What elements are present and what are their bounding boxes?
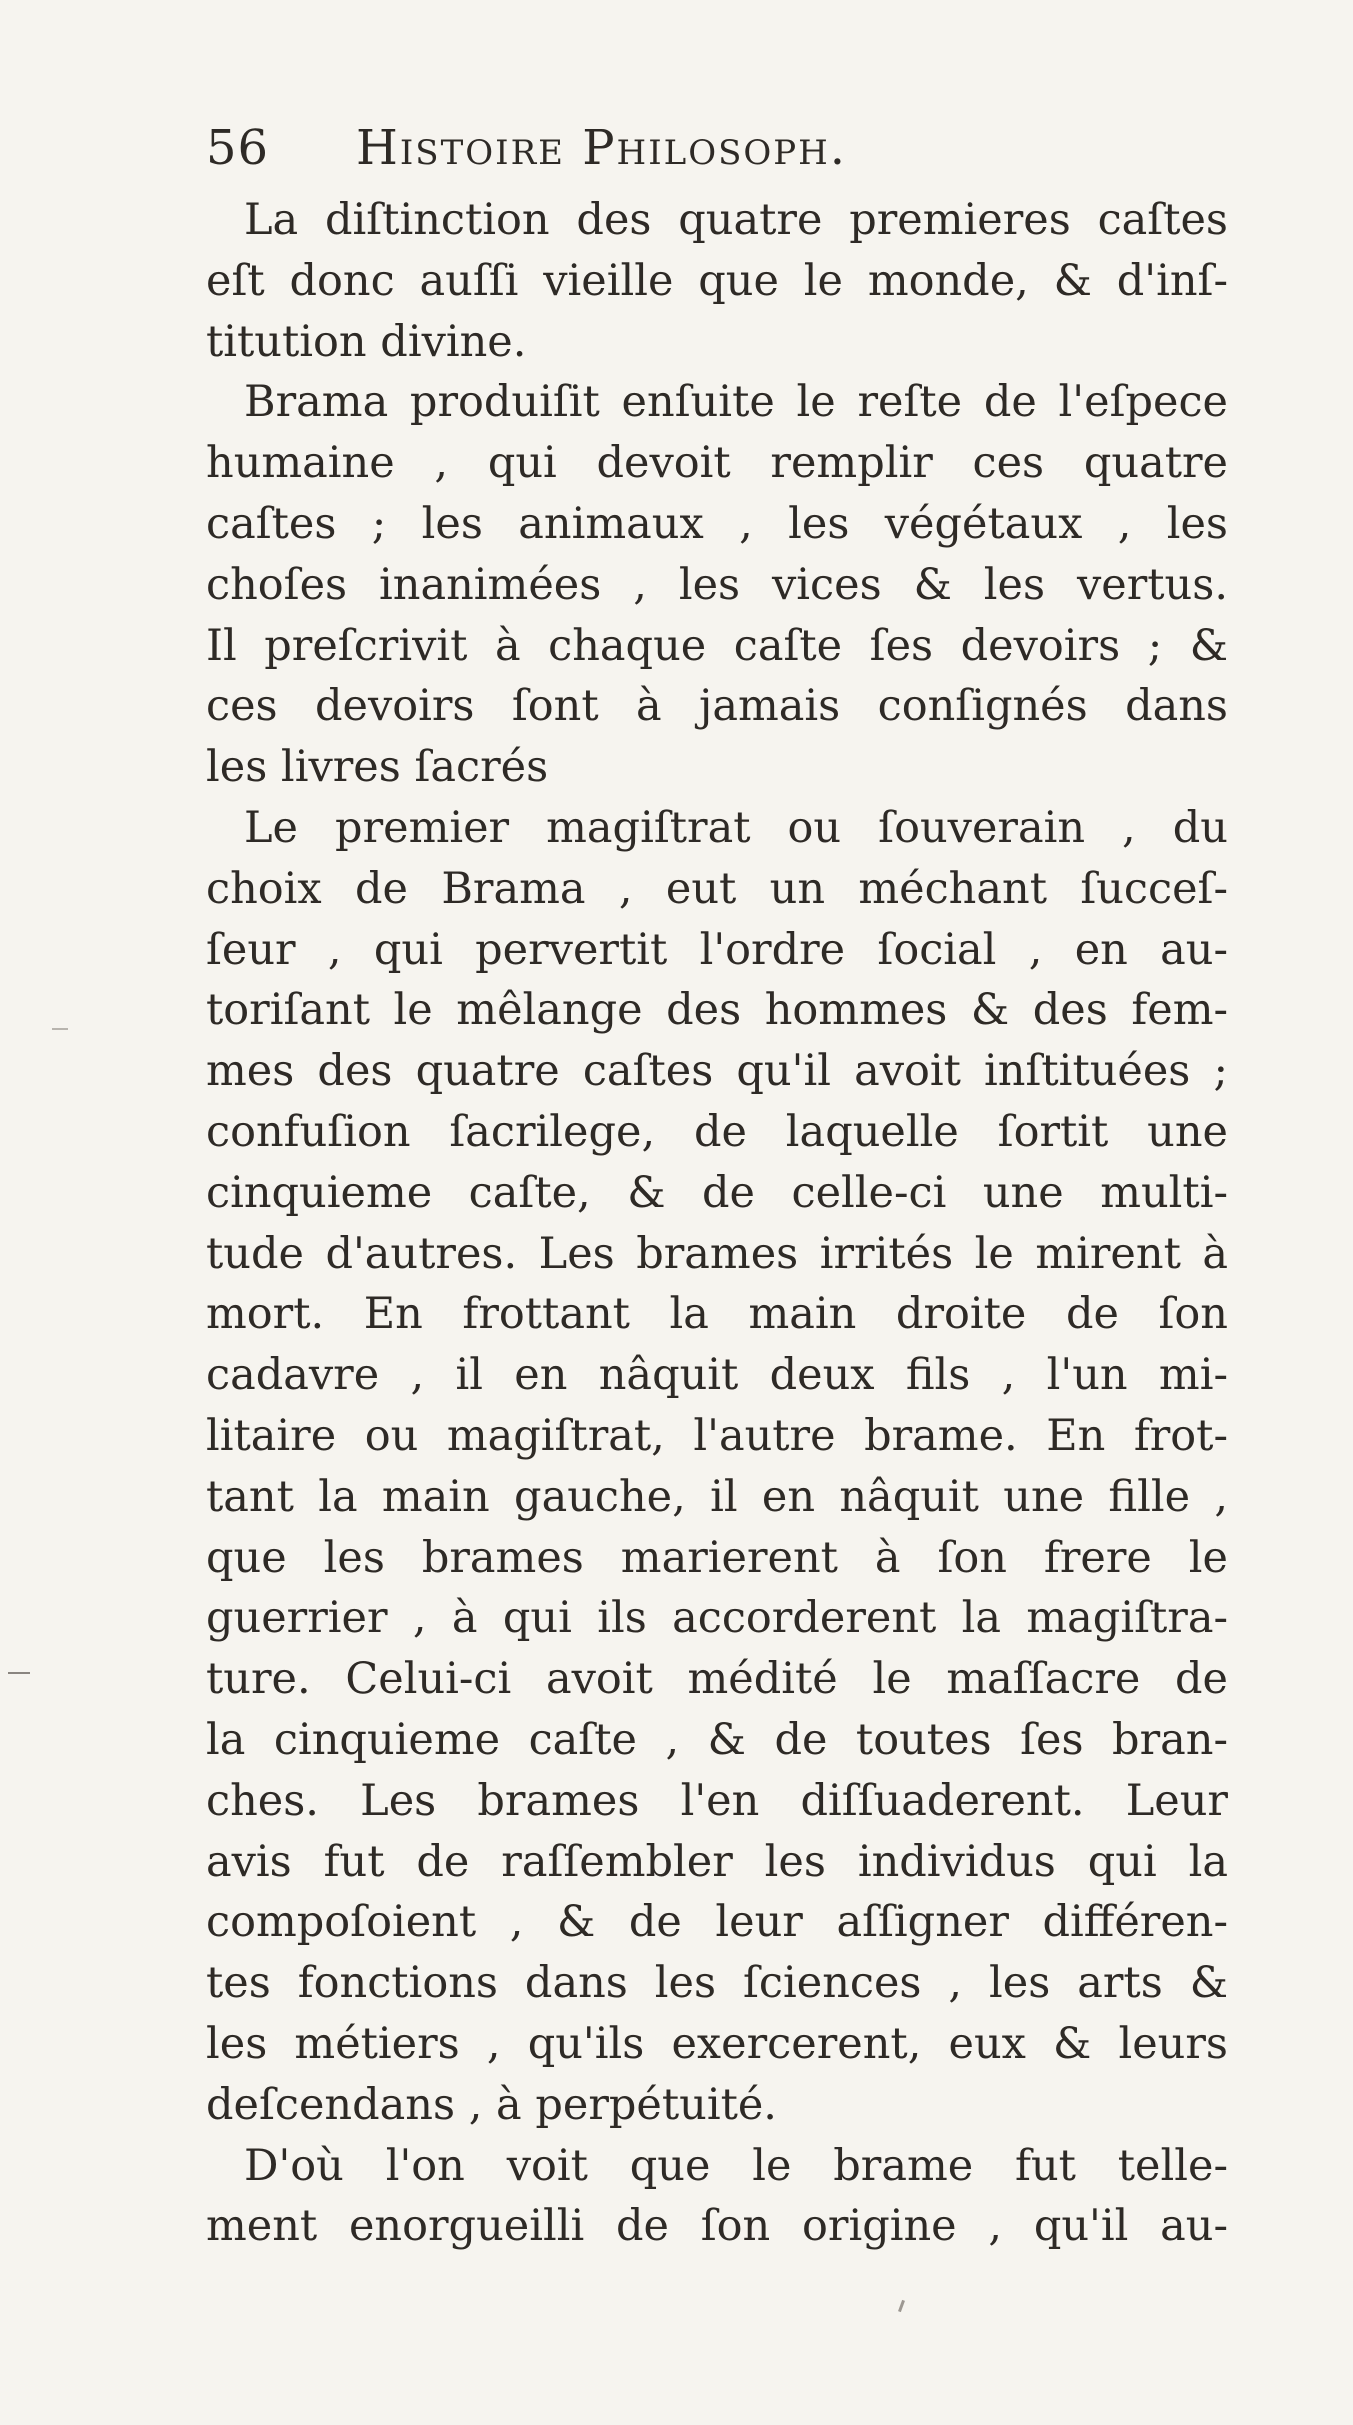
text-line: ces devoirs ſont à jamais conſignés dans — [206, 681, 1228, 732]
running-title: Histoire Philosoph. — [356, 120, 848, 176]
ink-smudge — [898, 2300, 905, 2312]
page-header — [206, 112, 1226, 192]
text-line: ſeur , qui pervertit l'ordre ſocial , en au- — [206, 924, 1228, 975]
text-line: Il preſcrivit à chaque caſte ſes devoirs ; & — [206, 620, 1228, 671]
text-line: humaine , qui devoit remplir ces quatre — [206, 438, 1228, 489]
text-line: tes fonctions dans les ſciences , les arts & — [206, 1958, 1228, 2009]
text-line: les métiers , qu'ils exercerent, eux & leurs — [206, 2018, 1228, 2069]
text-line: les livres ſacrés — [206, 742, 549, 793]
text-line: cinquieme caſte, & de celle-ci une multi- — [206, 1167, 1228, 1218]
text-line: caſtes ; les animaux , les végétaux , les — [206, 498, 1228, 549]
text-line: deſcendans , à perpétuité. — [206, 2079, 777, 2130]
page-number: 56 — [206, 120, 270, 176]
text-line: tude d'autres. Les brames irrités le mirent à — [206, 1228, 1228, 1279]
text-line: guerrier , à qui ils accorderent la magiſtra- — [206, 1593, 1228, 1644]
text-line: ture. Celui-ci avoit médité le maſſacre de — [206, 1654, 1228, 1705]
text-line: litaire ou magiſtrat, l'autre brame. En frot- — [206, 1410, 1228, 1461]
text-line: avis fut de raſſembler les individus qui la — [206, 1836, 1228, 1887]
text-line: confuſion ſacrilege, de laquelle ſortit une — [206, 1106, 1228, 1157]
text-line: mort. En frottant la main droite de ſon — [206, 1289, 1228, 1340]
text-line: mes des quatre caſtes qu'il avoit inſtituées ; — [206, 1046, 1228, 1097]
body-text — [206, 190, 1228, 2257]
text-line: tant la main gauche, il en nâquit une fille , — [206, 1471, 1228, 1522]
text-line: La diſtinction des quatre premieres caſtes — [244, 195, 1228, 245]
margin-mark — [8, 1672, 30, 1674]
text-line: choix de Brama , eut un méchant ſucceſ- — [206, 863, 1228, 914]
text-line: compoſoient , & de leur aſſigner différen- — [206, 1897, 1228, 1948]
text-line: choſes inanimées , les vices & les vertus. — [206, 559, 1228, 610]
text-line: Le premier magiſtrat ou ſouverain , du — [244, 802, 1228, 853]
text-line: toriſant le mêlange des hommes & des fem- — [206, 985, 1228, 1036]
text-line: titution divine. — [206, 316, 527, 367]
text-line: la cinquieme caſte , & de toutes ſes bran- — [206, 1714, 1228, 1765]
text-line: ches. Les brames l'en diſſuaderent. Leur — [206, 1775, 1228, 1826]
margin-mark — [52, 1028, 68, 1030]
text-line: ment enorgueilli de ſon origine , qu'il au- — [206, 2201, 1228, 2252]
text-line: eſt donc auſſi vieille que le monde, & d'inſ- — [206, 255, 1228, 306]
text-line: D'où l'on voit que le brame fut telle- — [244, 2140, 1228, 2191]
text-line: cadavre , il en nâquit deux fils , l'un mi- — [206, 1350, 1228, 1401]
text-line: Brama produiſit enſuite le reſte de l'eſpece — [244, 377, 1228, 428]
text-line: que les brames marierent à ſon frere le — [206, 1532, 1228, 1583]
